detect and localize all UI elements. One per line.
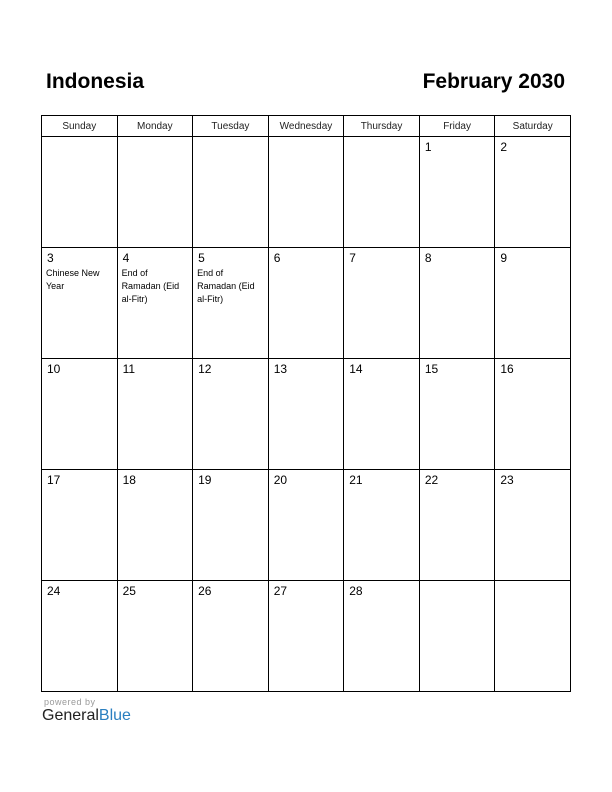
- holiday-note: [344, 376, 419, 378]
- holiday-note: [344, 598, 419, 600]
- holiday-note: [495, 265, 570, 267]
- week-row: [42, 581, 571, 692]
- holiday-note: [420, 265, 495, 267]
- day-number: 17: [47, 473, 61, 487]
- day-cell: [268, 137, 344, 248]
- weekday-header: Wednesday: [268, 116, 344, 137]
- holiday-note: [193, 598, 268, 600]
- brand-name-part1: General: [42, 707, 99, 724]
- week-row: [42, 470, 571, 581]
- powered-by-label: powered by: [44, 697, 96, 707]
- day-number: 14: [349, 362, 363, 376]
- weekday-header: Tuesday: [193, 116, 269, 137]
- day-cell: [268, 581, 344, 692]
- holiday-note: [118, 487, 193, 489]
- day-cell: [495, 248, 571, 359]
- holiday-note: [420, 154, 495, 156]
- day-cell: [344, 359, 420, 470]
- day-number: 4: [122, 251, 130, 265]
- holiday-note: [269, 140, 344, 142]
- holiday-note: [42, 598, 117, 600]
- day-number: 9: [500, 251, 508, 265]
- day-cell: [42, 359, 118, 470]
- day-number: 28: [349, 584, 363, 598]
- footer-branding: [42, 697, 131, 725]
- holiday-note: Chinese New Year: [46, 268, 100, 291]
- weekday-header: Monday: [117, 116, 193, 137]
- holiday-note: [42, 376, 117, 378]
- day-number: 26: [198, 584, 212, 598]
- day-cell: [268, 470, 344, 581]
- day-number: 8: [424, 251, 432, 265]
- day-cell: [344, 137, 420, 248]
- calendar-grid: [41, 115, 571, 692]
- day-cell: [419, 359, 495, 470]
- day-cell: [117, 248, 193, 359]
- day-number: 3: [47, 251, 54, 265]
- holiday-note: [269, 265, 344, 267]
- day-number: 27: [273, 584, 288, 598]
- holiday-note: [420, 376, 495, 378]
- day-cell: [268, 359, 344, 470]
- holiday-note: [118, 140, 193, 142]
- week-row: [42, 248, 571, 359]
- day-cell: [193, 581, 269, 692]
- day-cell: [117, 581, 193, 692]
- day-number: 10: [47, 362, 61, 376]
- day-cell: [193, 137, 269, 248]
- day-cell: [42, 581, 118, 692]
- day-cell: [495, 470, 571, 581]
- day-number: 13: [273, 362, 288, 376]
- day-cell: [419, 137, 495, 248]
- day-number: 25: [122, 584, 136, 598]
- day-cell: [419, 581, 495, 692]
- weekday-header: Friday: [419, 116, 495, 137]
- holiday-note: [269, 598, 344, 600]
- day-number: 21: [349, 473, 363, 487]
- day-number: 22: [424, 473, 439, 487]
- holiday-note: [495, 584, 570, 586]
- holiday-note: [495, 376, 570, 378]
- day-cell: [117, 137, 193, 248]
- holiday-note: [495, 154, 570, 156]
- day-number: 24: [47, 584, 61, 598]
- holiday-note: [344, 140, 419, 142]
- day-number: 16: [500, 362, 514, 376]
- holiday-note: End of Ramadan (Eid al-Fitr): [121, 268, 180, 304]
- week-row: [42, 359, 571, 470]
- month-title: February 2030: [422, 70, 565, 93]
- day-number: 6: [273, 251, 281, 265]
- brand-logo: [42, 707, 131, 725]
- day-cell: [193, 359, 269, 470]
- holiday-note: [42, 140, 117, 142]
- day-cell: [268, 248, 344, 359]
- day-cell: [344, 581, 420, 692]
- day-number: 7: [349, 251, 356, 265]
- country-title: Indonesia: [46, 70, 145, 93]
- day-cell: [42, 137, 118, 248]
- day-cell: [193, 470, 269, 581]
- holiday-note: [420, 487, 495, 489]
- holiday-note: [118, 598, 193, 600]
- day-number: 5: [198, 251, 205, 265]
- day-cell: [344, 470, 420, 581]
- brand-name-part2: Blue: [98, 707, 131, 724]
- day-cell: [42, 470, 118, 581]
- holiday-note: [193, 140, 268, 142]
- day-cell: [117, 470, 193, 581]
- day-number: 15: [424, 362, 439, 376]
- holiday-note: [344, 487, 419, 489]
- day-cell: [344, 248, 420, 359]
- day-number: 23: [500, 473, 514, 487]
- holiday-note: [118, 376, 193, 378]
- holiday-note: [269, 487, 344, 489]
- day-number: 18: [122, 473, 136, 487]
- holiday-note: [420, 584, 495, 586]
- day-cell: [117, 359, 193, 470]
- holiday-note: End of Ramadan (Eid al-Fitr): [197, 268, 255, 304]
- day-cell: [193, 248, 269, 359]
- holiday-note: [193, 487, 268, 489]
- day-cell: [495, 359, 571, 470]
- day-number: 2: [500, 140, 508, 154]
- week-row: [42, 137, 571, 248]
- holiday-note: [495, 487, 570, 489]
- day-number: 20: [273, 473, 288, 487]
- weekday-header: Sunday: [42, 116, 118, 137]
- holiday-note: [269, 376, 344, 378]
- day-cell: [419, 248, 495, 359]
- day-number: 1: [424, 140, 432, 154]
- day-number: 19: [198, 473, 212, 487]
- holiday-note: [42, 487, 117, 489]
- day-cell: [42, 248, 118, 359]
- holiday-note: [193, 376, 268, 378]
- weekday-header: Thursday: [344, 116, 420, 137]
- day-cell: [495, 581, 571, 692]
- day-number: 11: [122, 362, 136, 376]
- day-cell: [495, 137, 571, 248]
- weekday-header: Saturday: [495, 116, 571, 137]
- weekday-header-row: [42, 116, 571, 137]
- day-number: 12: [198, 362, 212, 376]
- holiday-note: [344, 265, 419, 267]
- day-cell: [419, 470, 495, 581]
